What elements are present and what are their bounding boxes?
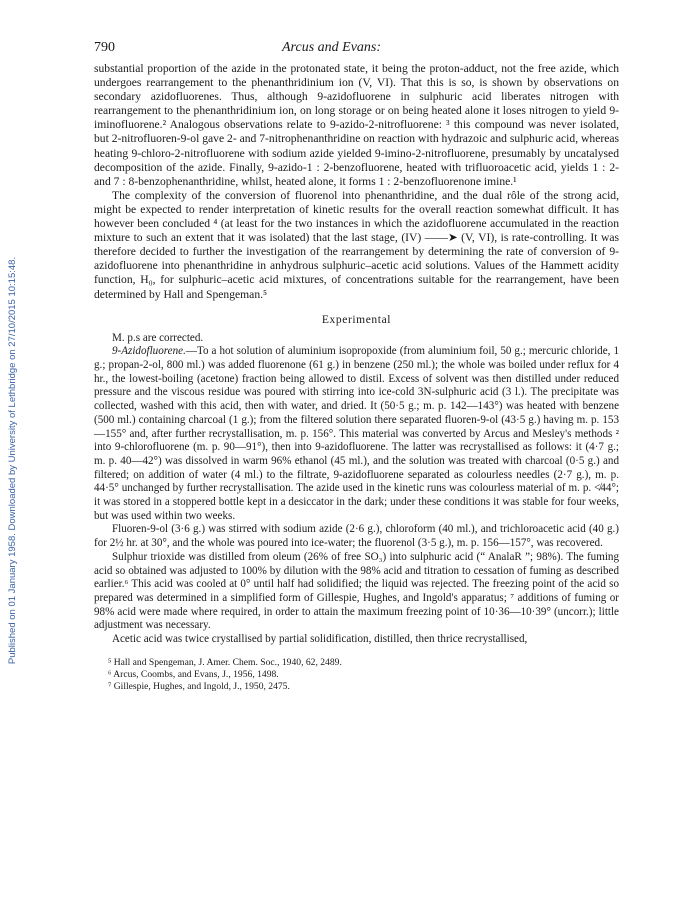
paragraph-fluorenol: Fluoren-9-ol (3·6 g.) was stirred with sodium azide (2·6 g.), chloroform (40 ml.), and trichloroacetic acid (40 g.) for 2½ hr. at 30°, and the whole was poured into ice-water; the fluorenol (3·5 g.), m. p. 156—157°, was recovered. <box>94 523 619 550</box>
mp-note: M. p.s are corrected. <box>112 331 204 344</box>
journal-page <box>94 40 619 693</box>
paragraph-azide-protonation: substantial proportion of the azide in the protonated state, it being the proton-adduct, not the free azide, which undergoes rearrangement to the phenanthridinium ion (V, VI). That this is so, is shown by observations on secondary azidofluorenes. Thus, although 9-azidofluorene in sulphuric acid liberates nitrogen with rearrangement to the phenanthridinium ion, on long storage or on being heated alone it loses nitrogen to yield 9-iminofluorene.² Analogous observations relate to 9-azido-2-nitrofluorene: ³ this compound was never isolated, but 2-nitrofluoren-9-ol gave 2- and 7-nitrophenanthridine on reaction with hydrazoic and sulphuric acid, whereas heating 9-chloro-2-nitrofluorene with sodium azide yielded 9-imino-2-nitrofluorene, presumably by uncatalysed decomposition of the azide. Finally, 9-azido-1 : 2-benzofluorene, heated with trifluoroacetic acid, yields 1 : 2- and 7 : 8-benzophenanthridine, whilst, heated alone, it forms 1 : 2-benzofluorenone imine.¹ <box>94 62 619 188</box>
running-head: Arcus and Evans: <box>282 40 382 55</box>
download-watermark-text: Published on 01 January 1958. Downloaded by University of Lethbridge on 27/10/2015 10:15:48. <box>7 256 19 664</box>
paragraph-sulphur-trioxide: Sulphur trioxide was distilled from oleum (26% of free SO₃) into sulphuric acid (“ AnalaR ”; 98%). The fuming acid so obtained was adjusted to 100% by dilution with the 98% acid and titration to cessation of fuming as described earlier.⁶ This acid was cooled at 0° until half had solidified; the liquid was rejected. The freezing point of the acid so prepared was determined in a simplified form of Gillespie, Hughes, and Ingold's apparatus; ⁷ additions of fuming or 98% acid were made where required, in order to attain the maximum freezing point of 10·36—10·39° (uncorr.); little adjustment was necessary. <box>94 550 619 632</box>
page-header <box>94 40 619 62</box>
paragraph-azidofluorene <box>94 345 619 523</box>
footnote-6: ⁶ Arcus, Coombs, and Evans, J., 1956, 1498. <box>108 668 279 680</box>
intro-section <box>94 62 619 302</box>
section-title: Experimental <box>321 313 392 326</box>
paragraph-acetic-acid: Acetic acid was twice crystallised by partial solidification, distilled, then thrice recrystallised, <box>112 633 528 646</box>
azidofluorene-heading: 9-Azidofluorene. <box>112 345 186 358</box>
footnote-7: ⁷ Gillespie, Hughes, and Ingold, J., 1950, 2475. <box>108 680 290 692</box>
download-watermark <box>0 150 26 770</box>
paragraph-complexity: The complexity of the conversion of fluorenol into phenanthridine, and the dual rôle of the strong acid, might be expected to render interpretation of kinetic results for the overall reaction somewhat difficult. It has however been concluded ⁴ (at least for the two instances in which the azidofluorene accumulated in the reaction mixture to such an extent that it was isolated) that the last stage, (IV) ——➤ (V, VI), is rate-controlling. It was therefore decided to further the investigation of the rearrangement by determining the rate of conversion of 9-azidofluorene into phenanthridine in anhydrous sulphuric–acetic acid solutions. Values of the Hammett acidity function, H₀, for sulphuric–acetic acid mixtures, of concentrations suitable for the rearrangement, have been determined by Hall and Spengeman.⁵ <box>94 188 619 301</box>
footnotes <box>94 657 619 693</box>
experimental-section <box>94 332 619 647</box>
azidofluorene-text: —To a hot solution of aluminium isopropoxide (from aluminium foil, 50 g.; mercuric chloride, 1 g.; propan-2-ol, 800 ml.) was added fluorenone (61 g.) in benzene (250 ml.); the whole was boiled under reflux for 4 hr., the lowest-boiling (acetone) fraction being allowed to distil. Excess of solvent was then distilled under reduced pressure and the viscous residue was poured with stirring into ice-cold 3N-sulphuric acid (3 l.). The precipitate was collected, washed with this acid, then with water, and dried. It (50·5 g.; m. p. 142—143°) was heated with benzene (500 ml.) containing charcoal (1 g.); from the filtered solution there separated fluoren-9-ol (43·5 g.) having m. p. 153—155° and, after further recrystallisation, m. p. 156°. This material was converted by Arcus and Mesley's methods ² into 9-chlorofluorene (m. p. 90—91°), then into 9-azidofluorene. The latter was recrystallised as follows: it (4·7 g.; m. p. 40—42°) was dissolved in warm 96% ethanol (45 ml.), and the solution was treated with charcoal (0·5 g.) and filtered; on addition of water (4 ml.) to the filtrate, 9-azidofluorene separated as colourless needles (2·7 g.), m. p. 44·5° unchanged by further recrystallisation. The azide used in the kinetic runs was colourless material of m. p. ≮44°; it was stored in a stoppered bottle kept in a desiccator in the dark; under these conditions it was stable for four weeks, but was used within two weeks. <box>94 345 619 522</box>
footnote-5: ⁵ Hall and Spengeman, J. Amer. Chem. Soc., 1940, 62, 2489. <box>108 656 342 668</box>
page-number: 790 <box>94 40 115 55</box>
